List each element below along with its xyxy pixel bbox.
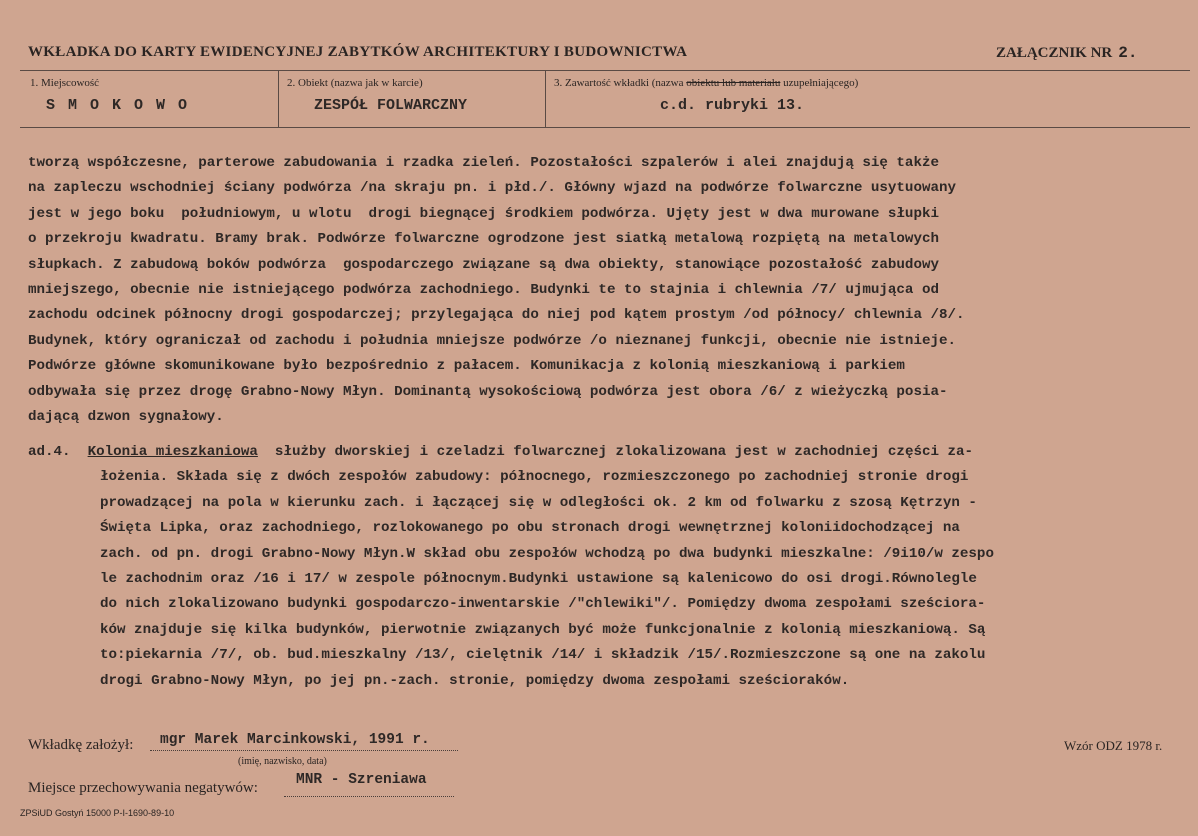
section-ad4-prefix: ad.4. (28, 444, 71, 460)
text-line: ków znajduje się kilka budynków, pierwotnie związanych być może funkcjonalnie z kolonią mieszkaniową. Są (100, 621, 986, 638)
founder-label: Wkładkę założył: (28, 737, 134, 753)
print-code: ZPSiUD Gostyń 15000 P-I-1690-89-10 (20, 808, 175, 818)
header-bottom-rule (20, 127, 1190, 128)
field-3-label-part-a: 3. Zawartość wkładki (nazwa (554, 77, 687, 89)
field-3-value: c.d. rubryki 13. (660, 97, 805, 114)
text-line: le zachodnim oraz /16 i 17/ w zespole północnym.Budynki ustawione są kalenicowo do osi drogi.Równolegle (100, 570, 977, 587)
section-ad4 (28, 440, 1178, 694)
storage-dotted-line (284, 796, 454, 797)
text-line: drogi Grabno-Nowy Młyn, po jej pn.-zach. stronie, pomiędzy dwoma zespołami sześcioraków. (100, 672, 850, 689)
template-label: Wzór ODZ 1978 r. (1064, 738, 1163, 753)
field-3-label-struck: obiektu lub materiału (686, 77, 781, 89)
header-top-rule (20, 70, 1190, 71)
description-text (28, 151, 1178, 430)
text-line: o przekroju kwadratu. Bramy brak. Podwórze folwarczne ogrodzone jest siatką metalową rozpiętą na metalowych (28, 231, 939, 248)
founder-hint: (imię, nazwisko, data) (238, 756, 327, 767)
annex-label: ZAŁĄCZNIK NR (996, 45, 1113, 61)
text-line: to:piekarnia /7/, ob. bud.mieszkalny /13/, cielętnik /14/ i składzik /15/.Rozmieszczone są one na zakolu (100, 647, 986, 664)
text-line: na zapleczu wschodniej ściany podwórza /na skraju pn. i płd./. Główny wjazd na podwórze folwarczne usytuowany (28, 180, 957, 197)
storage-value: MNR - Szreniawa (296, 772, 427, 788)
text-line: Podwórze główne skomunikowane było bezpośrednio z pałacem. Komunikacja z kolonią mieszkaniową i parkiem (28, 358, 905, 375)
field-3-label (554, 77, 858, 89)
text-line: dającą dzwon sygnałowy. (28, 408, 224, 425)
field-divider-2 (545, 70, 546, 127)
field-3-label-part-b: uzupełniającego) (780, 77, 859, 89)
text-line: zachodu odcinek północny drogi gospodarczej; przylegająca do niej pod kątem prostym /od północy/ chlewnia /8/. (28, 307, 965, 324)
text-line: Budynek, który ograniczał od zachodu i południa mniejsze podwórze /o nieznanej funkcji, obecnie nie istnieje. (28, 332, 957, 349)
text-line: mniejszego, obecnie nie istniejącego podwórza zachodniego. Budynki te to stajnia i chlewnia /7/ ujmująca od (28, 281, 939, 298)
text-line: jest w jego boku południowym, u wlotu drogi biegnącej środkiem podwórza. Ujęty jest w dwa murowane słupki (28, 205, 939, 222)
field-1-label: 1. Miejscowość (30, 77, 100, 89)
founder-value: mgr Marek Marcinkowski, 1991 r. (160, 732, 430, 748)
section-ad4-first-line (28, 440, 1178, 465)
field-2-value: ZESPÓŁ FOLWARCZNY (314, 97, 468, 114)
text-line: odbywała się przez drogę Grabno-Nowy Młyn. Dominantą wysokościową podwórza jest obora /6/ z wieżyczką posia- (28, 383, 948, 400)
founder-dotted-line (150, 750, 458, 751)
section-ad4-heading: Kolonia mieszkaniowa (87, 444, 258, 460)
text-line: prowadzącej na pola w kierunku zach. i łączącej się w odległości ok. 2 km od folwarku z szosą Kętrzyn - (100, 494, 977, 511)
text-line: zach. od pn. drogi Grabno-Nowy Młyn.W skład obu zespołów wchodzą po dwa budynki mieszkalne: /9i10/w zespo (100, 545, 994, 562)
section-ad4-first-rest: służby dworskiej i czeladzi folwarcznej zlokalizowana jest w zachodniej części za- (257, 444, 974, 460)
text-line: łożenia. Składa się z dwóch zespołów zabudowy: północnego, rozmieszczonego po zachodniej stronie drogi (100, 469, 969, 486)
annex-number (996, 44, 1137, 62)
text-line: słupkach. Z zabudową boków podwórza gospodarczego związane są dwa obiekty, stanowiące pozostałość zabudowy (28, 256, 939, 273)
text-line: do nich zlokalizowano budynki gospodarczo-inwentarskie /"chlewiki"/. Pomiędzy dwoma zespołami sześciora- (100, 596, 986, 613)
annex-number-value: 2. (1118, 44, 1138, 62)
field-1-value: S M O K O W O (46, 97, 190, 114)
text-line: Święta Lipka, oraz zachodniego, rozlokowanego po obu stronach drogi wewnętrznej koloniidochodzącej na (100, 520, 960, 537)
form-title: WKŁADKA DO KARTY EWIDENCYJNEJ ZABYTKÓW ARCHITEKTURY I BUDOWNICTWA (28, 44, 688, 60)
text-line: tworzą współczesne, parterowe zabudowania i rzadka zieleń. Pozostałości szpalerów i alei znajdują się także (28, 155, 939, 171)
field-2-label: 2. Obiekt (nazwa jak w karcie) (287, 77, 423, 89)
storage-label: Miejsce przechowywania negatywów: (28, 780, 258, 796)
field-divider-1 (278, 70, 279, 127)
